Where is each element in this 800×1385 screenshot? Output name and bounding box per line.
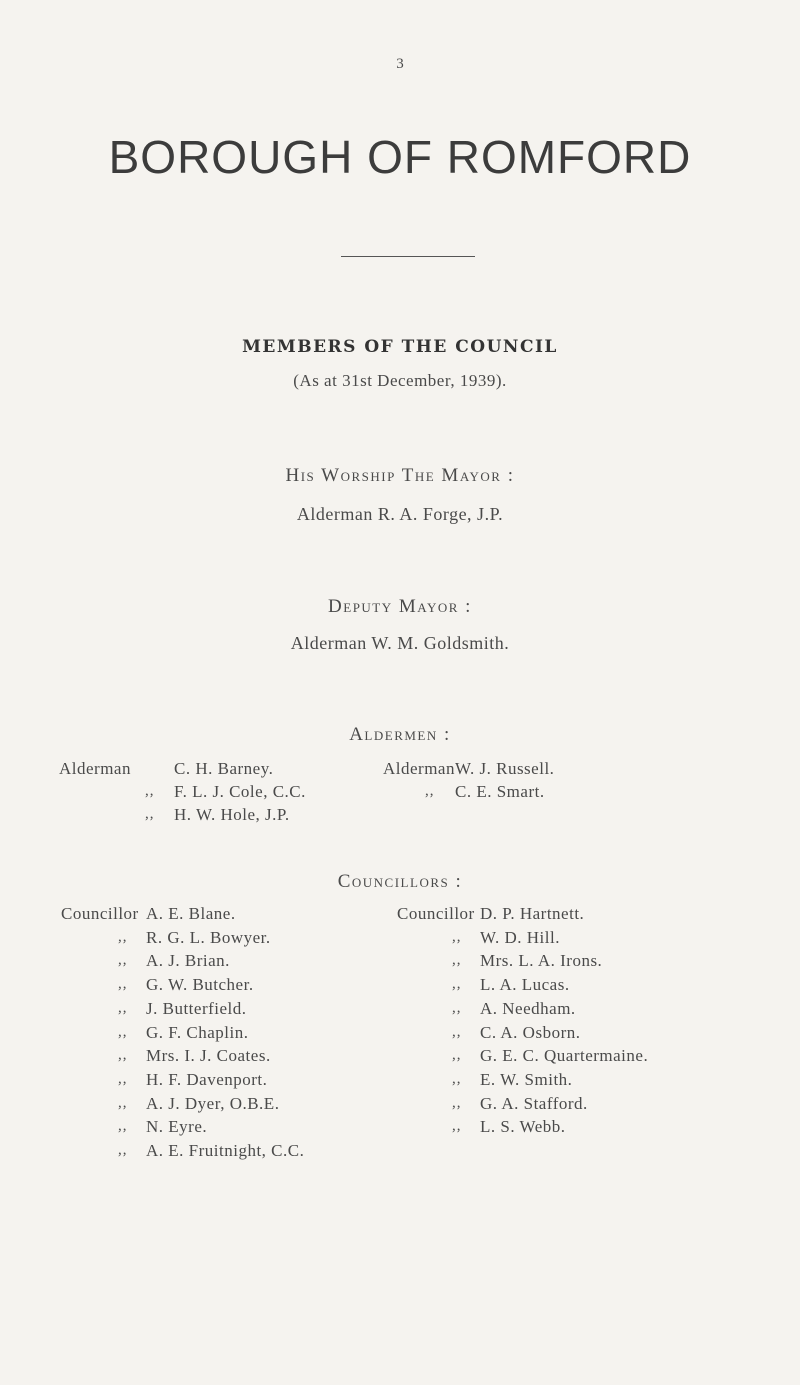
councillors-left-member-name: Mrs. I. J. Coates. [146,1046,271,1066]
councillors-left-member-name: G. W. Butcher. [146,975,254,995]
councillors-left-ditto-mark: ,, [118,999,128,1016]
councillors-left-title-label: Councillor [61,904,139,923]
aldermen-heading: Aldermen : [349,724,451,745]
councillors-right-member-name: G. A. Stafford. [480,1093,588,1113]
councillors-left-member-name: G. F. Chaplin. [146,1022,249,1042]
councillors-right-member-name: D. P. Hartnett. [480,904,585,923]
councillors-right-ditto-mark: ,, [452,1023,462,1040]
councillors-right-ditto-mark: ,, [452,952,462,969]
councillors-right-member-name: C. A. Osborn. [480,1022,581,1042]
councillors-left-member-name: A. J. Dyer, O.B.E. [146,1093,280,1113]
aldermen-left-member-name: H. W. Hole, J.P. [174,805,290,824]
councillors-left-member-name: R. G. L. Bowyer. [146,927,271,947]
councillors-heading: Councillors : [337,871,463,892]
councillors-left-ditto-mark: ,, [118,1047,128,1064]
councillors-left-member-name: A. E. Blane. [146,904,236,923]
aldermen-right-member-name: C. E. Smart. [455,782,545,801]
councillors-left-member-name: J. Butterfield. [146,998,247,1018]
divider [341,256,475,257]
deputy-mayor-heading: Deputy Mayor : [328,596,472,617]
councillors-left-ditto-mark: ,, [118,1094,128,1111]
councillors-left-member-name: A. E. Fruitnight, C.C. [146,1141,305,1160]
councillors-left-member-name: H. F. Davenport. [146,1069,268,1089]
mayor-name: Alderman R. A. Forge, J.P. [296,504,504,524]
page-title: BOROUGH OF ROMFORD [108,131,692,183]
councillors-left-ditto-mark: ,, [118,1070,128,1087]
councillors-right-ditto-mark: ,, [452,928,462,945]
councillors-left-ditto-mark: ,, [118,976,128,993]
councillors-right-ditto-mark: ,, [452,1047,462,1064]
aldermen-right-title-label: Alderman [383,759,455,778]
aldermen-left-title-label: Alderman [59,759,131,778]
councillors-left-member-name: A. J. Brian. [146,951,230,971]
councillors-left-ditto-mark: ,, [118,928,128,945]
councillors-right-member-name: W. D. Hill. [480,927,560,947]
councillors-right-ditto-mark: ,, [452,1118,462,1135]
councillors-right-member-name: L. S. Webb. [480,1117,566,1137]
aldermen-left-ditto-mark: ,, [145,806,155,822]
section-title: MEMBERS OF THE COUNCIL [242,337,558,357]
councillors-right-ditto-mark: ,, [452,999,462,1016]
councillors-right-member-name: E. W. Smith. [480,1069,573,1089]
councillors-right-title-label: Councillor [397,904,475,923]
councillors-left-ditto-mark: ,, [118,1023,128,1040]
deputy-mayor-name: Alderman W. M. Goldsmith. [290,633,510,653]
mayor-heading: His Worship The Mayor : [285,465,515,486]
aldermen-right-ditto-mark: ,, [425,783,435,799]
page-number: 3 [396,56,404,72]
councillors-left-ditto-mark: ,, [118,1142,128,1158]
councillors-left-member-name: N. Eyre. [146,1117,208,1137]
as-at-date: (As at 31st December, 1939). [293,371,507,390]
aldermen-left-ditto-mark: ,, [145,783,155,799]
councillors-right-member-name: Mrs. L. A. Irons. [480,951,603,971]
aldermen-left-member-name: F. L. J. Cole, C.C. [174,782,306,801]
councillors-left-ditto-mark: ,, [118,1118,128,1135]
aldermen-left-member-name: C. H. Barney. [174,759,274,778]
councillors-left-ditto-mark: ,, [118,952,128,969]
councillors-right-member-name: A. Needham. [480,998,576,1018]
councillors-right-member-name: G. E. C. Quartermaine. [480,1046,649,1066]
councillors-right-ditto-mark: ,, [452,1070,462,1087]
councillors-right-member-name: L. A. Lucas. [480,975,570,995]
aldermen-right-member-name: W. J. Russell. [455,759,555,778]
councillors-right-ditto-mark: ,, [452,1094,462,1111]
councillors-right-ditto-mark: ,, [452,976,462,993]
